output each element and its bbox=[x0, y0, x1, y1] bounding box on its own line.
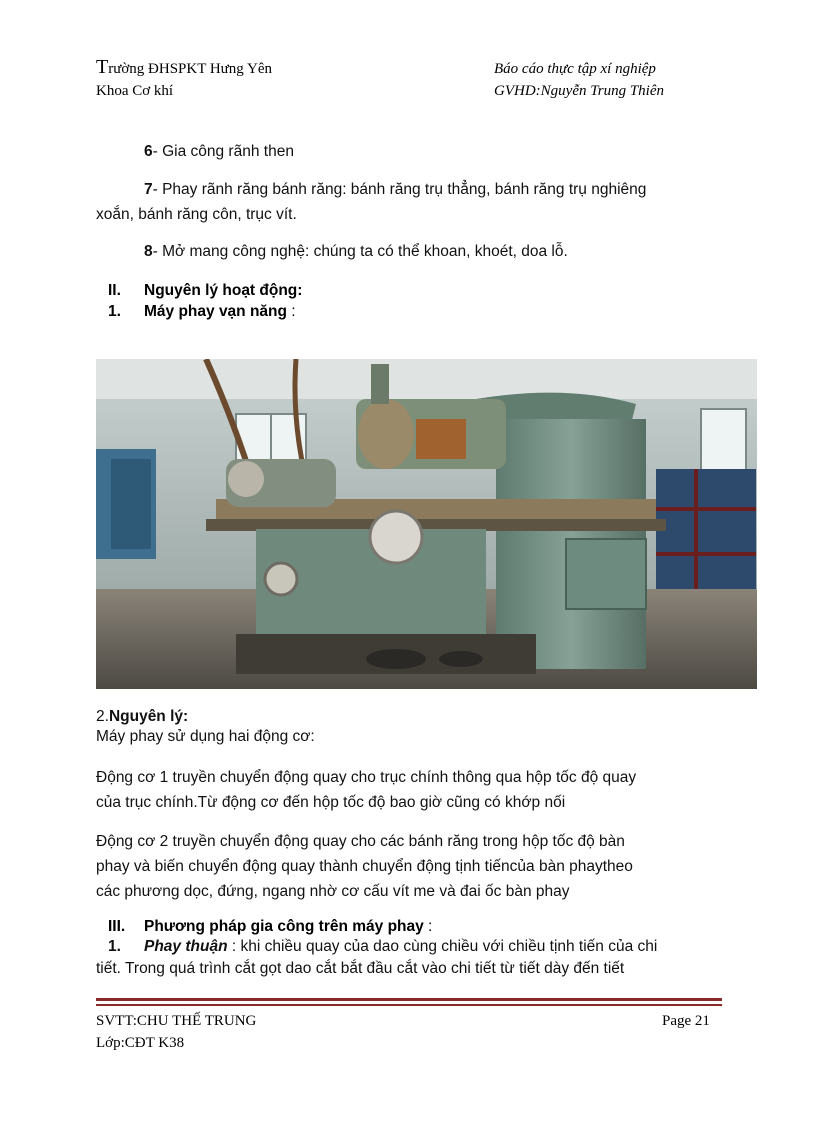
section-heading-3: III. Phương pháp gia công trên máy phay : bbox=[108, 918, 433, 935]
climb-milling-paragraph: 1. Phay thuận : khi chiều quay của dao cùng chiều với chiều tịnh tiến của chi tiết. Trong quá trình cắt gọt dao cắt bắt đầu cắt vào chi tiết từ tiết dày đến tiết bbox=[96, 938, 658, 977]
principle-heading: 2.Nguyên lý: bbox=[96, 708, 189, 725]
list-item-6: 6- Gia công rãnh then bbox=[144, 143, 294, 160]
list-item-8: 8- Mở mang công nghệ: chúng ta có thể khoan, khoét, doa lỗ. bbox=[144, 243, 568, 260]
page-number: Page 21 bbox=[662, 1013, 710, 1029]
faculty-name: Khoa Cơ khí bbox=[96, 83, 174, 99]
footer-left bbox=[96, 1010, 256, 1054]
header-right bbox=[494, 58, 664, 102]
header-left bbox=[96, 56, 272, 102]
subsection-heading-1: 1. Máy phay vạn năng : bbox=[108, 303, 296, 320]
advisor-name: GVHD:Nguyễn Trung Thiên bbox=[494, 83, 664, 99]
milling-machine-photo bbox=[96, 359, 757, 689]
school-name: Trường ĐHSPKT Hưng Yên bbox=[96, 56, 272, 78]
class-name: Lớp:CĐT K38 bbox=[96, 1035, 185, 1051]
motor1-paragraph: Động cơ 1 truyền chuyển động quay cho trục chính thông qua hộp tốc độ quay của trục chính.Từ động cơ đến hộp tốc độ bao giờ cũng có khớp nối bbox=[96, 769, 637, 811]
list-item-7: 7- Phay rãnh răng bánh răng: bánh răng trụ thẳng, bánh răng trụ nghiêng xoắn, bánh răng côn, trục vít. bbox=[96, 181, 647, 223]
report-title: Báo cáo thực tập xí nghiệp bbox=[494, 61, 656, 77]
motor2-paragraph: Động cơ 2 truyền chuyển động quay cho các bánh răng trong hộp tốc độ bàn phay và biến chuyển động quay thành chuyển động tịnh tiếncủa bàn phaytheo các phương dọc, đứng, ngang nhờ cơ cấu vít me và đai ốc bàn phay bbox=[96, 833, 633, 900]
principle-intro: Máy phay sử dụng hai động cơ: bbox=[96, 728, 315, 745]
footer-rule-bottom bbox=[96, 1004, 722, 1006]
milling-machine-illustration bbox=[96, 359, 757, 689]
footer-rule-top bbox=[96, 998, 722, 1001]
section-heading-2: II. Nguyên lý hoạt động: bbox=[108, 282, 303, 299]
student-name: SVTT:CHU THẾ TRUNG bbox=[96, 1013, 257, 1029]
